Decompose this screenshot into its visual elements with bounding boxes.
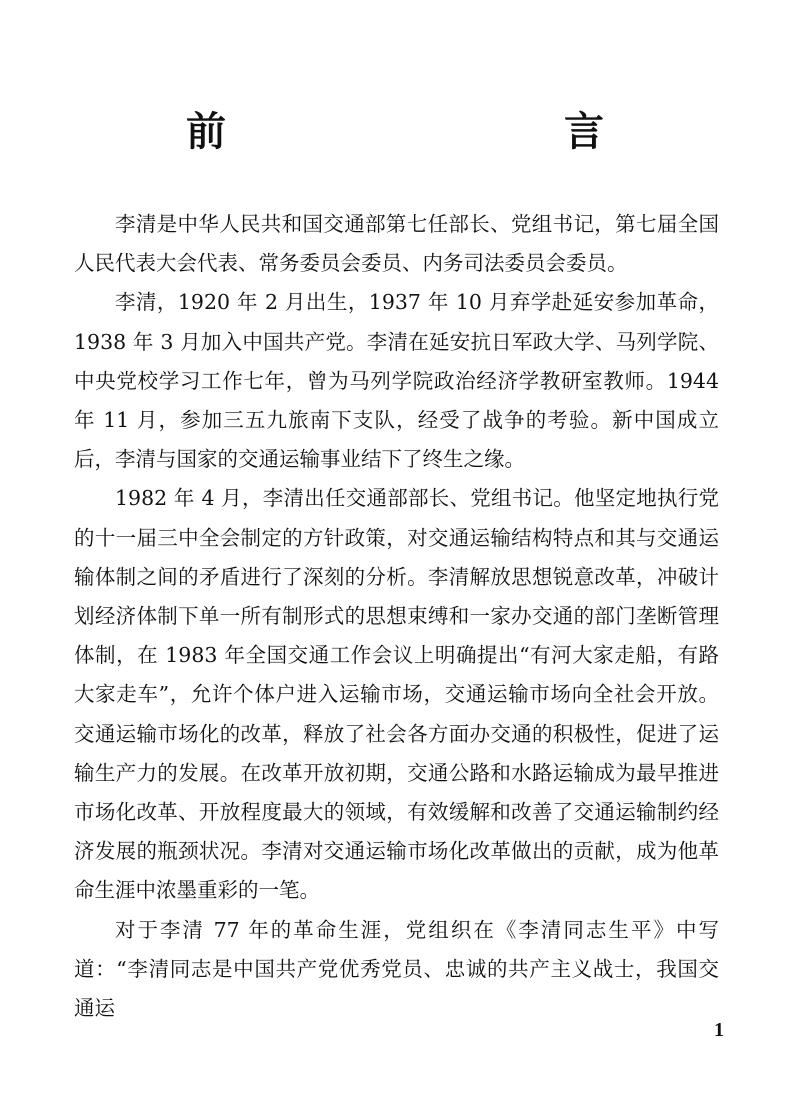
paragraph-1: 李清是中华人民共和国交通部第七任部长、党组书记，第七届全国人民代表大会代表、常务委员会委员、内务司法委员会委员。 <box>74 212 719 276</box>
page-number: 1 <box>714 1019 724 1041</box>
paragraph-3: 1982 年 4 月，李清出任交通部部长、党组书记。他坚定地执行党的十一届三中全会制定的方针政策，对交通运输结构特点和其与交通运输体制之间的矛盾进行了深刻的分析。李清解放思想锐意改革，冲破计划经济体制下单一所有制形式的思想束缚和一家办交通的部门垄断管理体制，在 1983 年全国交通工作会议上明确提出“有河大家走船，有路大家走车”，允许个体户进入运输市场，交通运输市场向全社会开放。交通运输市场化的改革，释放了社会各方面办交通的积极性，促进了运输生产力的发展。在改革开放初期，交通公路和水路运输成为最早推进市场化改革、开放程度最大的领域，有效缓解和改善了交通运输制约经济发展的瓶颈状况。李清对交通运输市场化改革做出的贡献，成为他革命生涯中浓墨重彩的一笔。 <box>74 486 719 903</box>
paragraph-4: 对于李清 77 年的革命生涯，党组织在《李清同志生平》中写道：“李清同志是中国共产党优秀党员、忠诚的共产主义战士，我国交通运 <box>74 917 719 1021</box>
page-title: 前 言 <box>186 109 690 155</box>
paragraph-2: 李清，1920 年 2 月出生，1937 年 10 月弃学赴延安参加革命，1938 年 3 月加入中国共产党。李清在延安抗日军政大学、马列学院、中央党校学习工作七年，曾为马列学院政治经济学教研室教师。1944 年 11 月，参加三五九旅南下支队，经受了战争的考验。新中国成立后，李清与国家的交通运输事业结下了终生之缘。 <box>74 290 719 472</box>
body-text <box>74 205 719 1028</box>
